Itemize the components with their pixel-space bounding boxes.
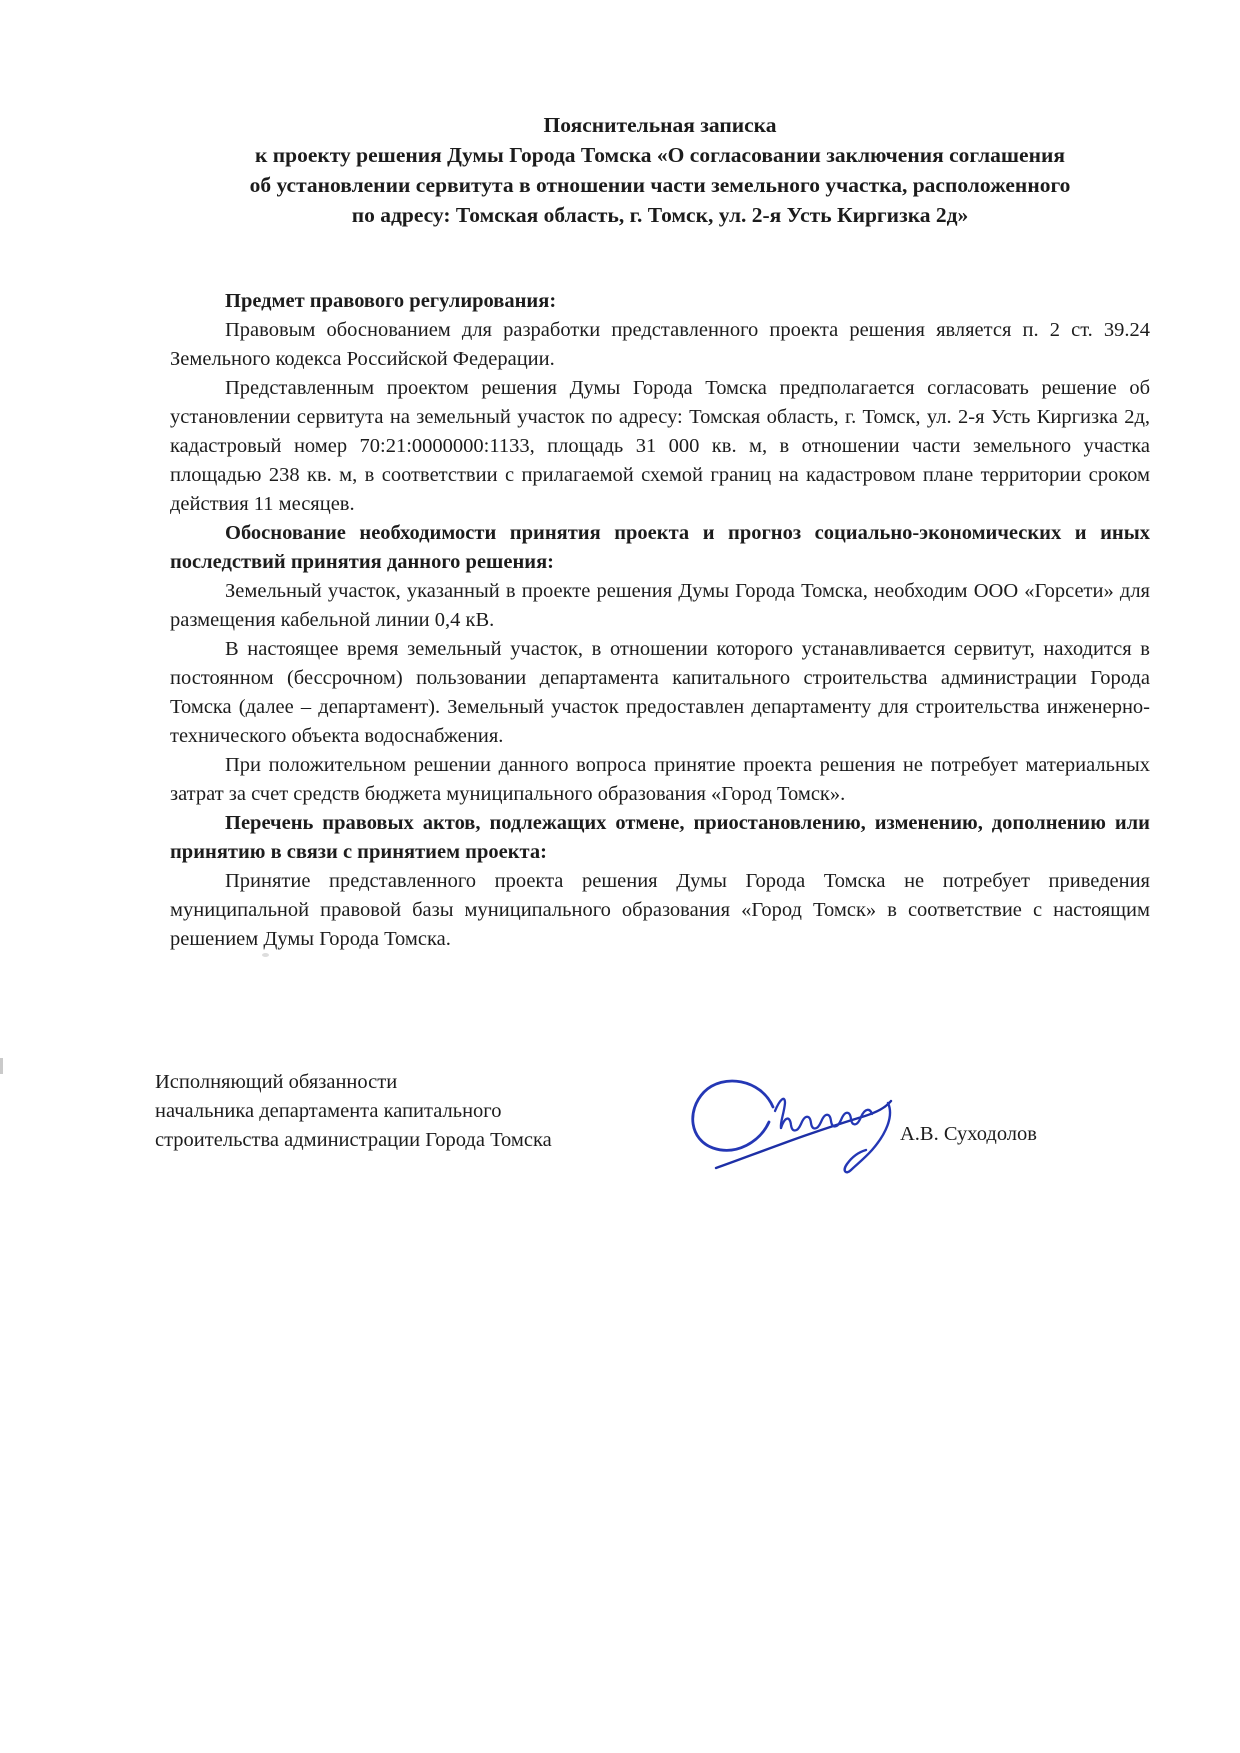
- document-content: [155, 0, 1150, 1298]
- scan-artifact: [0, 1058, 3, 1074]
- paragraph: Земельный участок, указанный в проекте решения Думы Города Томска, необходим ООО «Горсети» для размещения кабельной линии 0,4 кВ.: [170, 580, 1150, 631]
- scan-artifact: [262, 953, 269, 957]
- signature-image: [685, 1071, 900, 1189]
- title-line: к проекту решения Думы Города Томска «О согласовании заключения соглашения: [254, 143, 1065, 167]
- title-line: об установлении сервитута в отношении части земельного участка, расположенного: [249, 173, 1071, 197]
- section-heading: Перечень правовых актов, подлежащих отмене, приостановлению, изменению, дополнению или принятию в связи с принятием проекта:: [170, 812, 1150, 863]
- paragraph: Представленным проектом решения Думы Города Томска предполагается согласовать решение об установлении сервитута на земельный участок по адресу: Томская область, г. Томск, ул. 2-я Усть Киргизка 2д, кадастровый номер 70:21:0000000:1133, площадь 31 000 кв. м, в отношении части земельного участка площадью 238 кв. м, в соответствии с прилагаемой схемой границ на кадастровом плане территории сроком действия 11 месяцев.: [170, 377, 1150, 515]
- signatory-name: А.В. Суходолов: [900, 1123, 1037, 1145]
- paragraph: Принятие представленного проекта решения Думы Города Томска не потребует приведения муниципальной правовой базы муниципального образования «Город Томск» в соответствие с настоящим решением Думы Города Томска.: [170, 870, 1150, 950]
- signatory-role-line: Исполняющий обязанности: [155, 1071, 398, 1093]
- signatory-role-line: начальника департамента капитального: [155, 1100, 502, 1122]
- document-body: [170, 287, 1150, 954]
- signatory-role-line: строительства администрации Города Томска: [155, 1129, 552, 1151]
- signature-block: [155, 1068, 1150, 1298]
- title-line: по адресу: Томская область, г. Томск, ул. 2-я Усть Киргизка 2д»: [351, 203, 969, 227]
- section-heading: Предмет правового регулирования:: [225, 290, 557, 312]
- document-title: [170, 0, 1150, 230]
- paragraph: При положительном решении данного вопроса принятие проекта решения не потребует материальных затрат за счет средств бюджета муниципального образования «Город Томск».: [170, 754, 1150, 805]
- paragraph: В настоящее время земельный участок, в отношении которого устанавливается сервитут, находится в постоянном (бессрочном) пользовании департамента капитального строительства администрации Города Томска (далее – департамент). Земельный участок предоставлен департаменту для строительства инженерно-технического объекта водоснабжения.: [170, 638, 1150, 747]
- section-heading: Обоснование необходимости принятия проекта и прогноз социально-экономических и иных последствий принятия данного решения:: [170, 522, 1150, 573]
- paragraph: Правовым обоснованием для разработки представленного проекта решения является п. 2 ст. 39.24 Земельного кодекса Российской Федерации.: [170, 319, 1150, 370]
- title-line: Пояснительная записка: [543, 113, 777, 137]
